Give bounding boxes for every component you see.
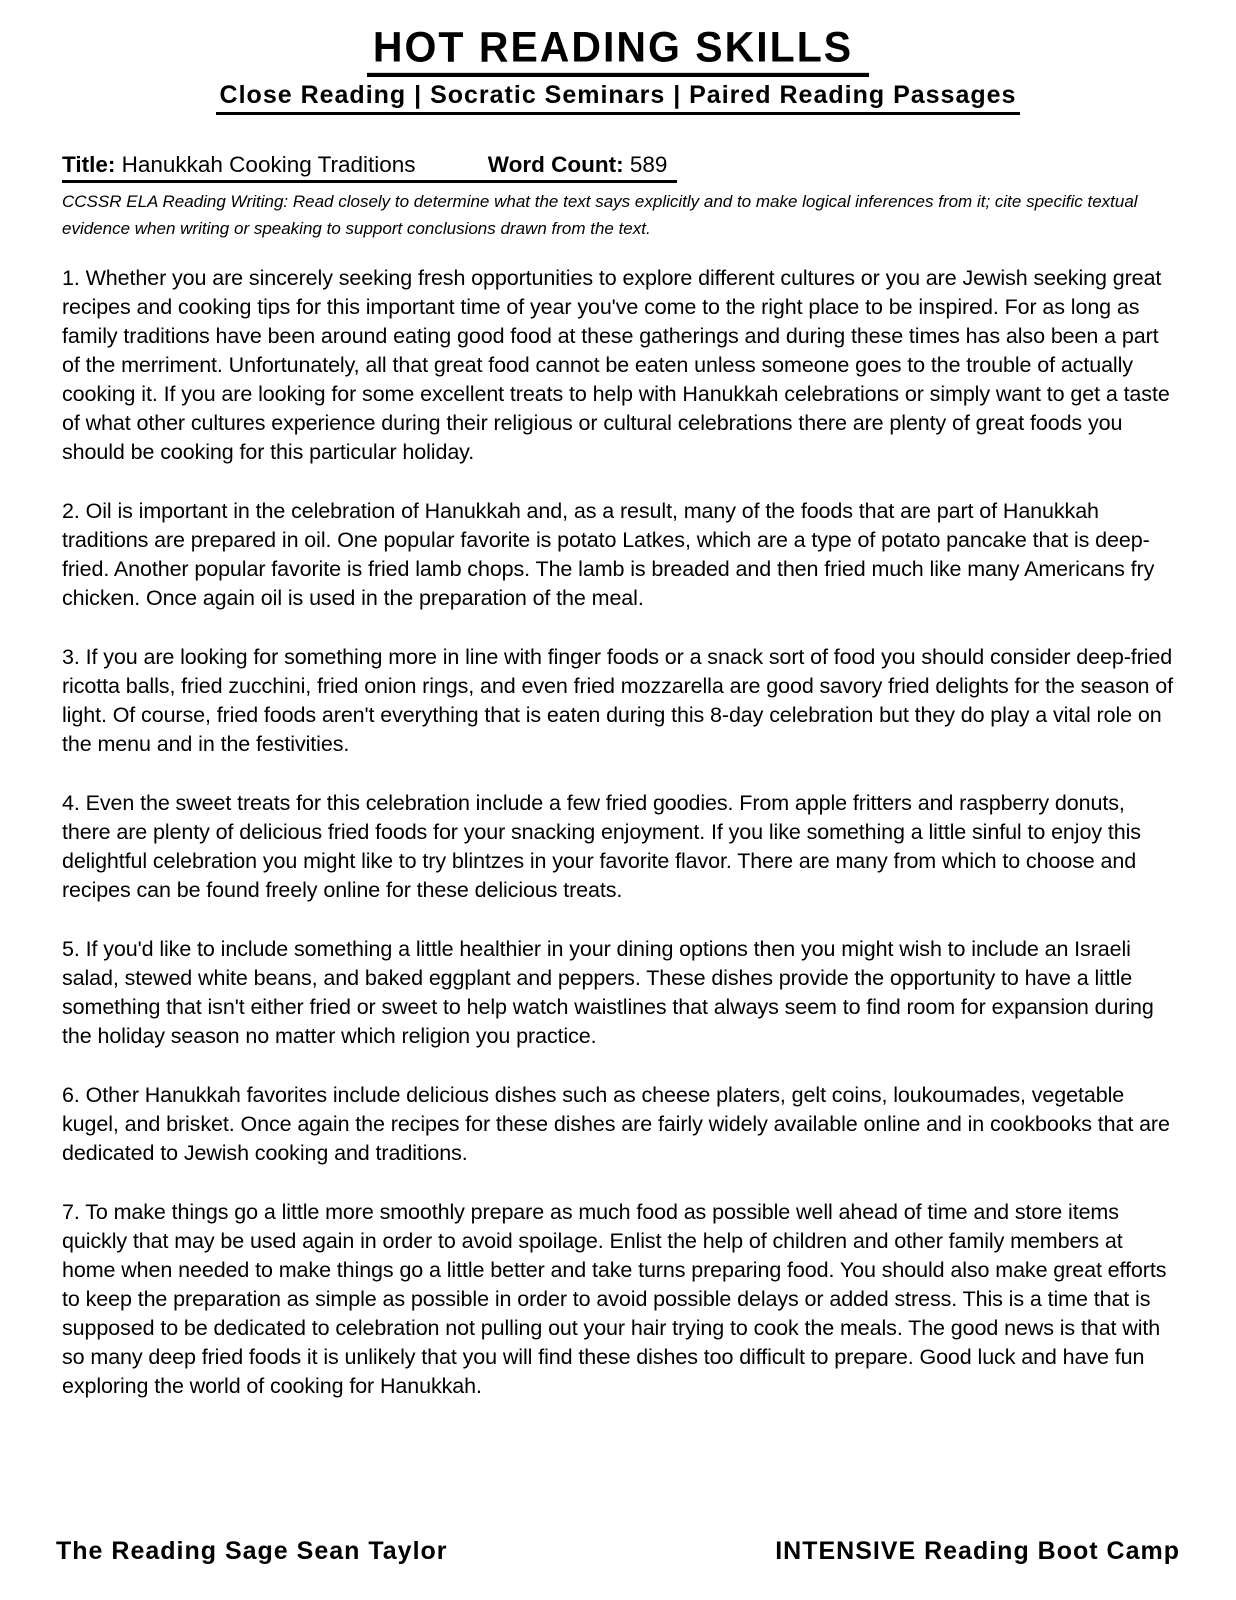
word-count-label: Word Count: <box>487 152 624 178</box>
page-footer <box>56 1537 1180 1566</box>
word-count-value: 589 <box>629 152 668 178</box>
passage-paragraph-2: 2. Oil is important in the celebration of Hanukkah and, as a result, many of the foods that are part of Hanukkah traditions are prepared in oil. One popular favorite is potato Latkes, which are a type of potato pancake that is deep-fried. Another popular favorite is fried lamb chops. The lamb is breaded and then fried much like many Americans fry chicken. Once again oil is used in the preparation of the meal. <box>62 499 1155 611</box>
standards-note: CCSSR ELA Reading Writing: Read closely to determine what the text says explicitly and to make logical inferences from it; cite specific textual evidence when writing or speaking to support conclusions drawn from the text. <box>62 192 1138 239</box>
passage-paragraph-3: 3. If you are looking for something more in line with finger foods or a snack sort of food you should consider deep-fried ricotta balls, fried zucchini, fried onion rings, and even fried mozzarella are good savory fried delights for the season of light. Of course, fried foods aren't everything that is eaten during this 8-day celebration but they do play a vital role on the menu and in the festivities. <box>62 645 1173 757</box>
title-wordcount-line <box>62 151 677 183</box>
page-title: HOT READING SKILLS <box>367 25 869 77</box>
reading-passage <box>62 264 1174 1401</box>
passage-paragraph-7: 7. To make things go a little more smoothly prepare as much food as possible well ahead of time and store items quickly that may be used again in order to avoid spoilage. Enlist the help of children and other family members at home when needed to make things go a little better and take turns preparing food. You should also make great efforts to keep the preparation as simple as possible in order to avoid possible delays or added stress. This is a time that is supposed to be dedicated to celebration not pulling out your hair trying to cook the meals. The good news is that with so many deep fried foods it is unlikely that you will find these dishes too difficult to prepare. Good luck and have fun exploring the world of cooking for Hanukkah. <box>62 1200 1167 1399</box>
passage-paragraph-5: 5. If you'd like to include something a little healthier in your dining options then you might wish to include an Israeli salad, stewed white beans, and baked eggplant and peppers. These dishes provide the opportunity to have a little something that isn't either fried or sweet to help watch waistlines that always seem to find room for expansion during the holiday season no matter which religion you practice. <box>62 937 1154 1049</box>
footer-program: INTENSIVE Reading Boot Camp <box>775 1537 1180 1565</box>
footer-author: The Reading Sage Sean Taylor <box>56 1537 448 1565</box>
passage-paragraph-6: 6. Other Hanukkah favorites include delicious dishes such as cheese platers, gelt coins, loukoumades, vegetable kugel, and brisket. Once again the recipes for these dishes are fairly widely available online and in cookbooks that are dedicated to Jewish cooking and traditions. <box>62 1083 1170 1166</box>
passage-paragraph-1: 1. Whether you are sincerely seeking fresh opportunities to explore different cultures or you are Jewish seeking great recipes and cooking tips for this important time of year you've come to the right place to be inspired. For as long as family traditions have been around eating good food at these gatherings and during these times has also been a part of the merriment. Unfortunately, all that great food cannot be eaten unless someone goes to the trouble of actually cooking it. If you are looking for some excellent treats to help with Hanukkah celebrations or simply want to get a taste of what other cultures experience during their religious or cultural celebrations there are plenty of great foods you should be cooking for this particular holiday. <box>62 266 1170 465</box>
title-value: Hanukkah Cooking Traditions <box>121 152 416 178</box>
page-header <box>62 22 1174 115</box>
title-label: Title: <box>62 152 116 178</box>
page-subtitle: Close Reading | Socratic Seminars | Paired Reading Passages <box>216 81 1021 115</box>
passage-paragraph-4: 4. Even the sweet treats for this celebration include a few fried goodies. From apple fritters and raspberry donuts, there are plenty of delicious fried foods for your snacking enjoyment. If you like something a little sinful to enjoy this delightful celebration you might like to try blintzes in your favorite flavor. There are many from which to choose and recipes can be found freely online for these delicious treats. <box>62 791 1141 903</box>
meta-section <box>62 115 1174 242</box>
